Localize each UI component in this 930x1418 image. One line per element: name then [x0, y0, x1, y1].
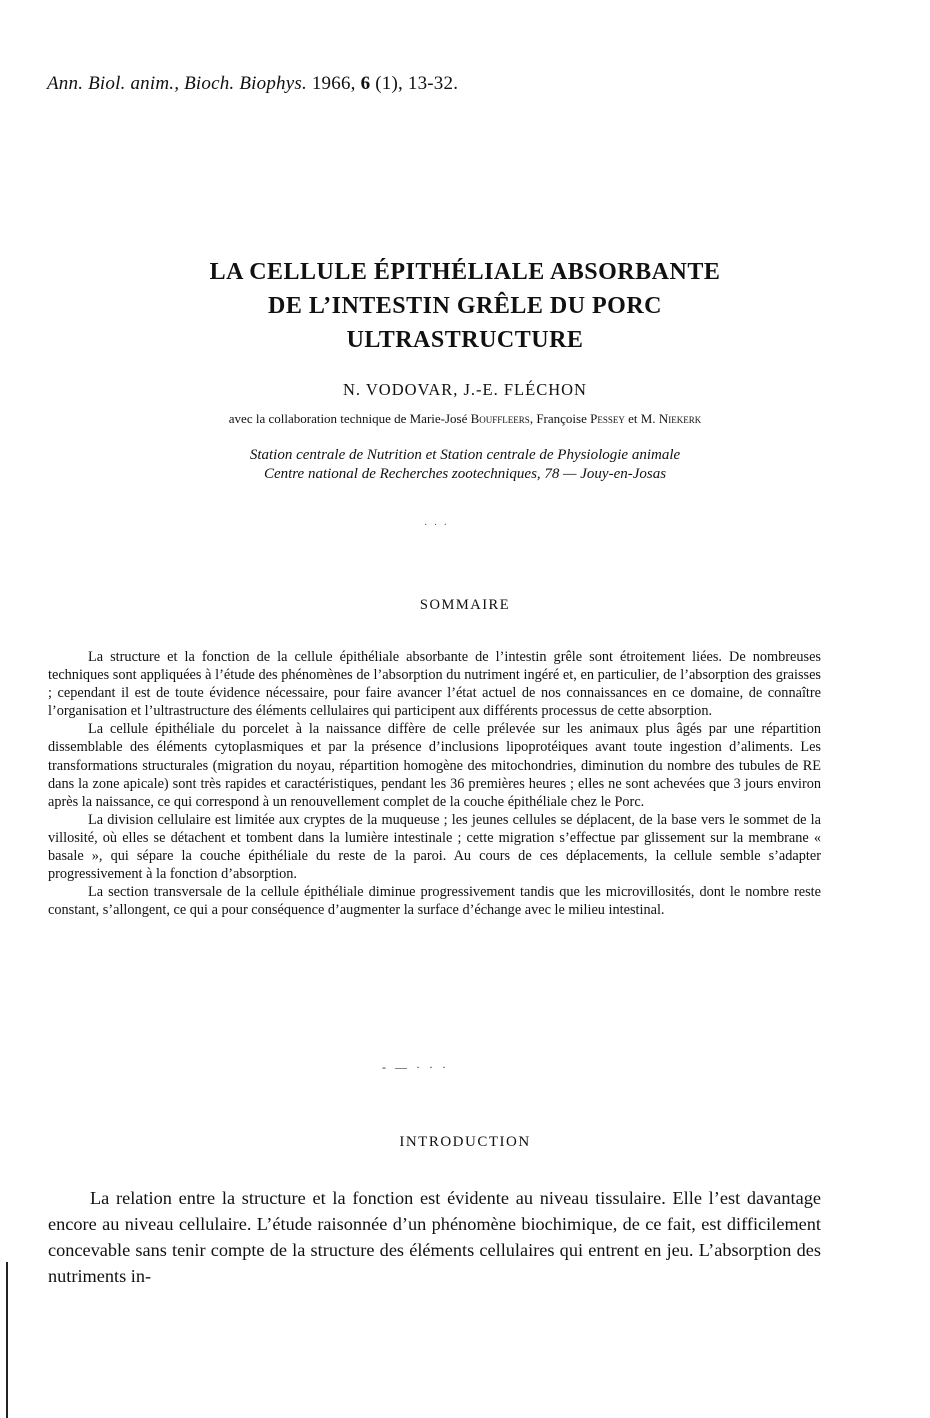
- collaboration-prefix: avec la collaboration technique de Marie-José: [228, 411, 468, 426]
- sommaire-paragraph-2: La cellule épithéliale du porcelet à la naissance diffère de celle prélevée sur les animaux plus âgés par une répartition dissemblable des éléments cytoplasmiques et par la présence d’inclusions lipoprotéiques avant toute ingestion d’aliments. Les transformations structurales (migration du noyau, répartition homogène des mitochondries, diminution du nombre des tubules de RE dans la zone apicale) sont très rapides et caractéristiques, pendant les 36 premières heures ; elles ne sont achevées que 3 jours environ après la naissance, ce qui correspond à un renouvellement complet de la couche épithéliale chez le Porc.: [48, 721, 821, 810]
- sommaire-paragraph-1: La structure et la fonction de la cellule épithéliale absorbante de l’intestin grêle sont étroitement liées. De nombreuses techniques sont appliquées à l’étude des phénomènes de l’absorption du nutriment ingéré et, en particulier, de l’absorption des graisses ; cependant il est de toute évidence nécessaire, pour faire avancer l’état actuel de nos connaissances en ce domaine, de connaître l’organisation et l’ultrastructure des éléments cellulaires qui participent aux différents processus de cette absorption.: [48, 649, 821, 720]
- introduction-heading: INTRODUCTION: [399, 1134, 531, 1150]
- title-line-3: ULTRASTRUCTURE: [346, 327, 584, 353]
- collaborator-2: Pessey: [590, 411, 625, 426]
- collaboration-line: [0, 411, 930, 427]
- paper-title: [0, 255, 930, 357]
- journal-issue-pages: (1), 13-32.: [375, 73, 459, 94]
- title-line-1: LA CELLULE ÉPITHÉLIALE ABSORBANTE: [209, 259, 721, 285]
- affiliation: [0, 446, 930, 484]
- separator-1: · · ·: [424, 520, 449, 531]
- scan-edge-line: [6, 1262, 8, 1418]
- separator-2: - — · · ·: [382, 1060, 449, 1074]
- authors: N. VODOVAR, J.-E. FLÉCHON: [343, 380, 587, 399]
- introduction-paragraph: La relation entre la structure et la fonction est évidente au niveau tissulaire. Elle l’est davantage encore au niveau cellulaire. L’étude raisonnée d’un phénomène biochimique, de ce fait, est difficilement concevable sans tenir compte de la structure des éléments cellulaires qui entrent en jeu. L’absorption des nutriments in-: [48, 1188, 821, 1286]
- journal-year: 1966,: [311, 73, 356, 94]
- journal-name: Ann. Biol. anim., Bioch. Biophys.: [47, 73, 307, 94]
- affiliation-line-2: Centre national de Recherches zootechniques, 78 — Jouy-en-Josas: [263, 466, 667, 482]
- sommaire-body: [48, 648, 821, 919]
- collaborator-1: Bouffleers: [470, 411, 530, 426]
- affiliation-line-1: Station centrale de Nutrition et Station centrale de Physiologie animale: [249, 447, 681, 463]
- journal-citation: [47, 73, 458, 95]
- sommaire-paragraph-3: La division cellulaire est limitée aux cryptes de la muqueuse ; les jeunes cellules se déplacent, de la base vers le sommet de la villosité, où elles se détachent et tombent dans la lumière intestinale ; cette migration s’effectue par glissement sur la membrane « basale », qui sépare la couche épithéliale du reste de la paroi. Au cours de ces déplacements, la cellule semble s’adapter progressivement à la fonction d’absorption.: [48, 811, 821, 883]
- collaboration-and: et M.: [628, 411, 656, 426]
- journal-volume: 6: [360, 73, 371, 94]
- title-line-2: DE L’INTESTIN GRÊLE DU PORC: [267, 293, 663, 319]
- sommaire-paragraph-4: La section transversale de la cellule épithéliale diminue progressivement tandis que les microvillosités, dont le nombre reste constant, s’allongent, ce qui a pour conséquence d’augmenter la surface d’échange avec le milieu intestinal.: [48, 884, 821, 919]
- collaborator-3: Niekerk: [658, 411, 702, 426]
- sommaire-heading: SOMMAIRE: [419, 597, 511, 613]
- collaboration-mid: , Françoise: [529, 411, 587, 426]
